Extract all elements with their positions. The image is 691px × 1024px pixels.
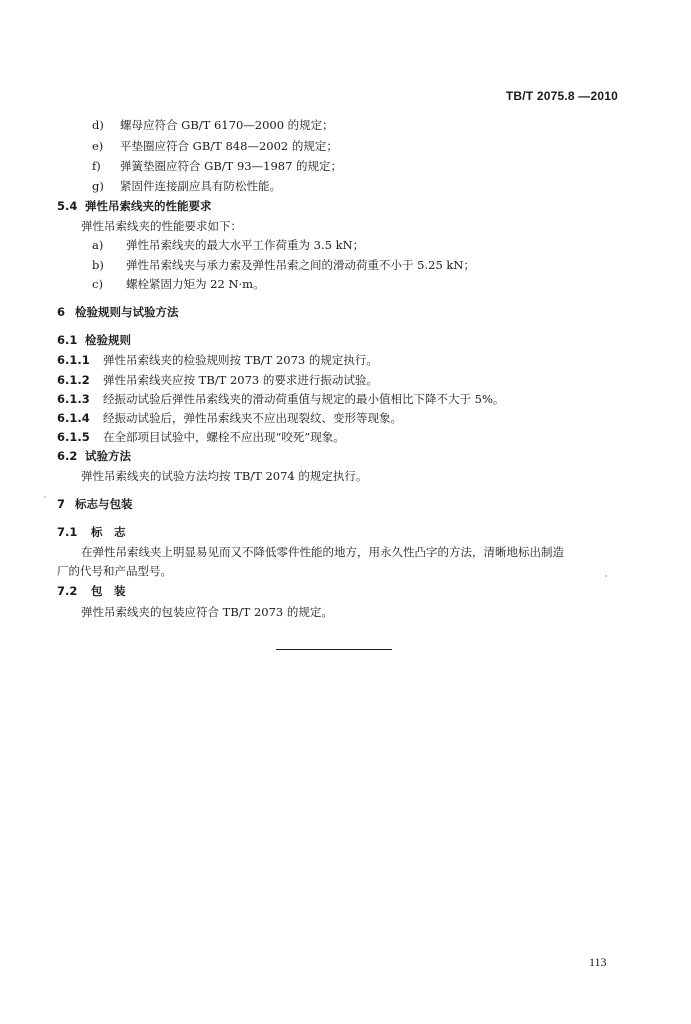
item-text: 螺母应符合 GB/T 6170—2000 的规定；: [120, 118, 334, 132]
clause-text: 弹性吊索线夹的检验规则按 TB/T 2073 的规定执行。: [103, 353, 378, 367]
section-title: 检验规则与试验方法: [75, 305, 179, 319]
scan-speck: [44, 496, 46, 498]
item-label: e): [92, 139, 104, 153]
clause-number: 6.1.5: [57, 430, 90, 444]
clause: [57, 373, 378, 388]
item-label: d): [92, 118, 104, 132]
section-number: 6: [57, 305, 66, 319]
section-title: 检验规则: [85, 333, 131, 347]
scan-speck: [605, 575, 607, 577]
list-item: [92, 159, 342, 174]
section-number: 5.4: [57, 199, 78, 213]
section-number: 7.1: [57, 525, 78, 539]
clause: [57, 353, 378, 368]
list-item: [92, 277, 265, 292]
item-label: a): [92, 238, 104, 252]
clause: [57, 430, 345, 445]
section-title: 标志与包装: [75, 497, 133, 511]
end-rule: [276, 649, 392, 650]
section-title: 包 装: [91, 584, 126, 598]
item-label: g): [92, 179, 104, 193]
clause-number: 6.1.4: [57, 411, 90, 425]
clause-number: 6.1.1: [57, 353, 90, 367]
section-title: 弹性吊索线夹的性能要求: [85, 199, 212, 213]
list-item: [92, 258, 475, 273]
paragraph-line: 厂的代号和产品型号。: [57, 564, 172, 578]
clause-text: 弹性吊索线夹应按 TB/T 2073 的要求进行振动试验。: [103, 373, 378, 387]
clause-number: 6.1.2: [57, 373, 90, 387]
list-item: [92, 238, 364, 253]
item-text: 螺栓紧固力矩为 22 N·m。: [126, 277, 265, 291]
section-heading-6: [57, 305, 179, 320]
clause-text: 经振动试验后，弹性吊索线夹不应出现裂纹、变形等现象。: [103, 411, 402, 425]
item-label: c): [92, 277, 103, 291]
section-heading-7-2: [57, 584, 126, 599]
section-title: 标 志: [91, 525, 126, 539]
item-label: b): [92, 258, 104, 272]
item-label: f): [92, 159, 101, 173]
list-item: [92, 139, 338, 154]
item-text: 平垫圈应符合 GB/T 848—2002 的规定；: [120, 139, 338, 153]
section-heading-7: [57, 497, 133, 512]
paragraph: 弹性吊索线夹的包装应符合 TB/T 2073 的规定。: [81, 605, 333, 619]
item-text: 弹性吊索线夹的最大水平工作荷重为 3.5 kN；: [126, 238, 365, 252]
item-text: 弹性吊索线夹与承力索及弹性吊索之间的滑动荷重不小于 5.25 kN；: [126, 258, 475, 272]
list-item: [92, 118, 334, 133]
clause-text: 在全部项目试验中，螺栓不应出现“咬死”现象。: [103, 430, 345, 444]
clause-text: 经振动试验后弹性吊索线夹的滑动荷重值与规定的最小值相比下降不大于 5%。: [103, 392, 505, 406]
page-number: 113: [589, 955, 607, 969]
clause: [57, 411, 402, 426]
clause: [57, 392, 504, 407]
section-number: 7: [57, 497, 66, 511]
section-title: 试验方法: [85, 449, 131, 463]
section-heading-5-4: [57, 199, 212, 214]
section-heading-6-2: [57, 449, 131, 464]
section-number: 6.1: [57, 333, 78, 347]
item-text: 弹簧垫圈应符合 GB/T 93—1987 的规定；: [120, 159, 343, 173]
clause-number: 6.1.3: [57, 392, 90, 406]
section-heading-6-1: [57, 333, 131, 348]
section-number: 7.2: [57, 584, 78, 598]
standard-code-header: TB/T 2075.8 —2010: [505, 89, 618, 103]
section-heading-7-1: [57, 525, 126, 540]
section-number: 6.2: [57, 449, 78, 463]
paragraph: 弹性吊索线夹的试验方法均按 TB/T 2074 的规定执行。: [81, 469, 368, 483]
item-text: 紧固件连接副应具有防松性能。: [120, 179, 281, 193]
paragraph-line: 在弹性吊索线夹上明显易见而又不降低零件性能的地方，用永久性凸字的方法，清晰地标出制造: [81, 545, 564, 559]
paragraph: 弹性吊索线夹的性能要求如下：: [81, 219, 242, 233]
list-item: [92, 179, 281, 194]
